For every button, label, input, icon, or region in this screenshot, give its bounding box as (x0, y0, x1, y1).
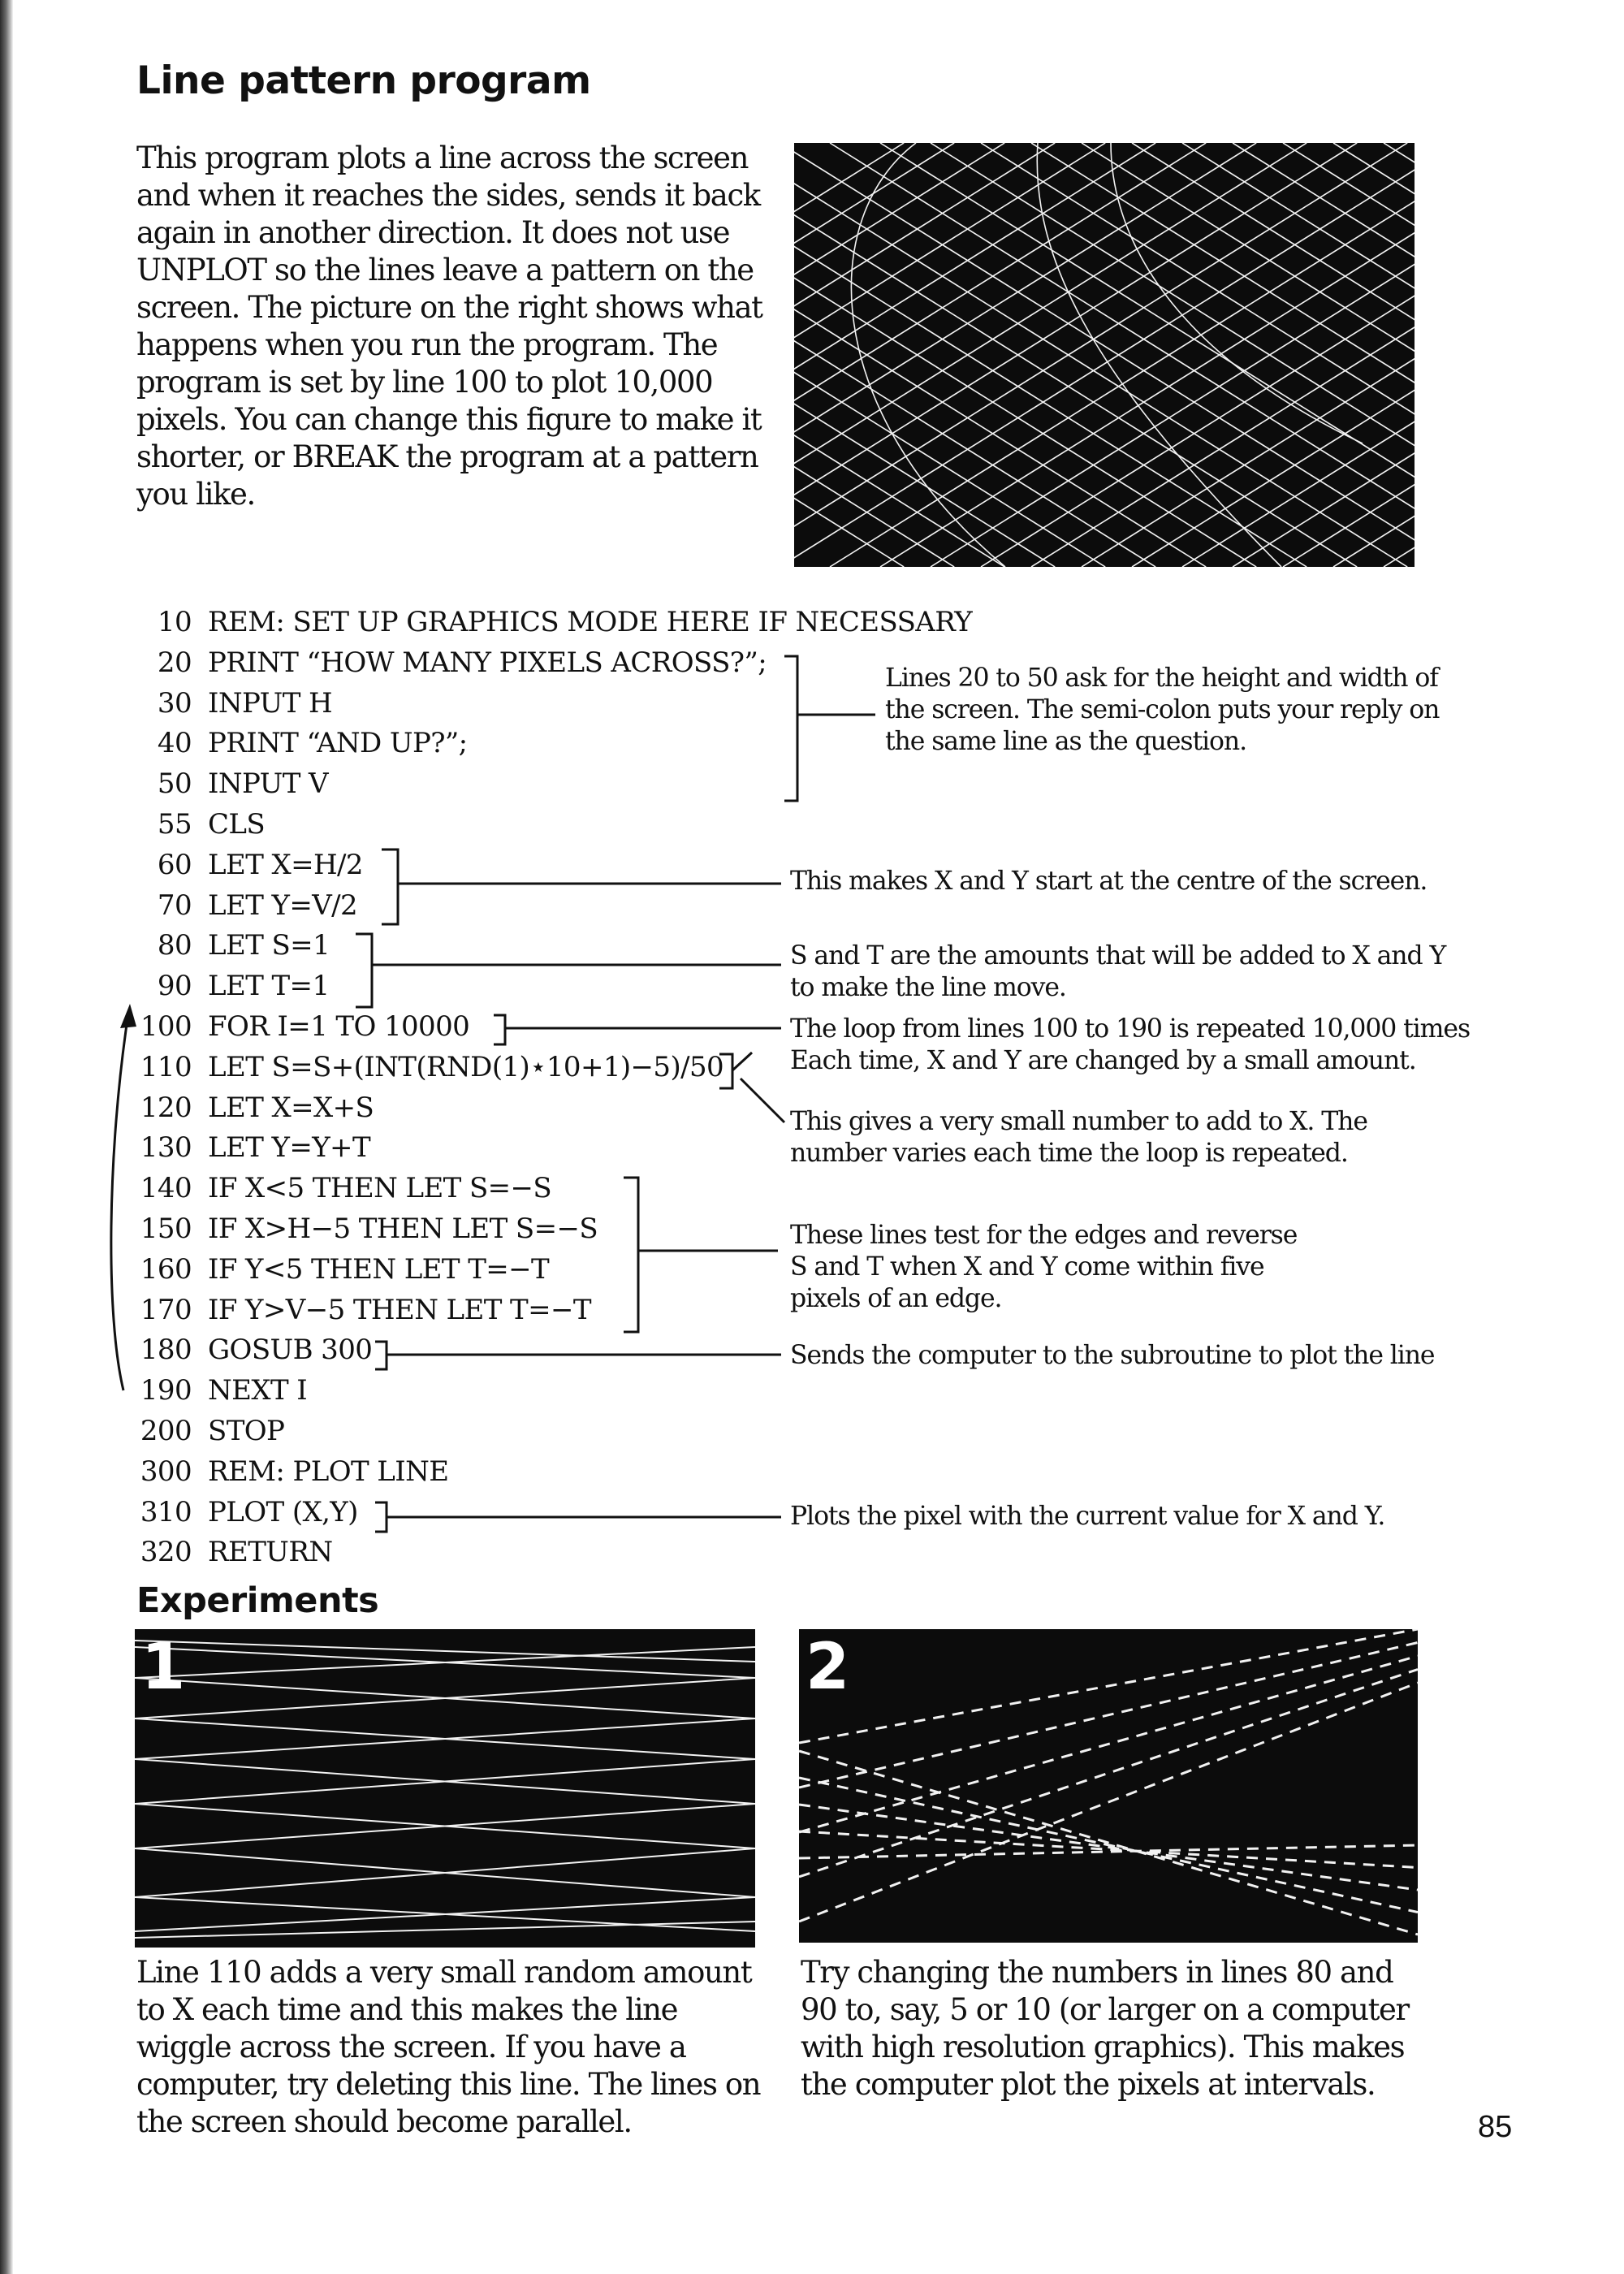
page-number: 85 (1478, 2110, 1513, 2144)
line-number: 60 (157, 848, 192, 881)
intro-paragraph: This program plots a line across the screen and when it reaches the sides, sends it back again in another direction. It does not use UNPLOT so the lines leave a pattern on the screen. The picture on the right shows what happens when you run the program. The program is set by line 100 to plot 10,000 pixels. You can change this figure to make it shorter, or BREAK the program at a pattern you like. (136, 141, 762, 512)
code-line (136, 1169, 972, 1209)
annotation-plot: Plots the pixel with the current value for X and Y. (790, 1502, 1385, 1531)
code-line (136, 1412, 972, 1452)
annotation-centre: This makes X and Y start at the centre of the screen. (790, 867, 1427, 896)
code-line (136, 724, 972, 764)
code-line (136, 684, 972, 724)
annotation-lines-20-50: Lines 20 to 50 ask for the height and width of the screen. The semi-colon puts your reply on the same line as the question. (885, 664, 1440, 756)
code-text: IF X<5 THEN LET S=−S (208, 1172, 552, 1205)
loop-arrowhead (120, 1004, 136, 1028)
annotation-small-number: This gives a very small number to add to X. The number varies each time the loop is repeated. (790, 1107, 1367, 1168)
line-number: 160 (140, 1252, 192, 1286)
line-number: 170 (140, 1293, 192, 1326)
annotation-edges: These lines test for the edges and reverse S and T when X and Y come within five pixels of an edge. (790, 1221, 1298, 1313)
code-text: IF Y<5 THEN LET T=−T (208, 1252, 550, 1286)
experiments-heading: Experiments (136, 1580, 379, 1621)
line-number: 200 (140, 1414, 192, 1447)
line-number: 180 (140, 1334, 192, 1367)
line-number: 40 (157, 727, 192, 760)
code-line (136, 1533, 972, 1573)
annotation-gosub: Sends the computer to the subroutine to plot the line (790, 1341, 1435, 1370)
code-text: IF Y>V−5 THEN LET T=−T (208, 1293, 591, 1326)
code-text: NEXT I (208, 1374, 308, 1407)
screen-pattern (135, 1629, 755, 1948)
line-number: 80 (157, 929, 192, 962)
line-number: 110 (140, 1050, 192, 1083)
line-number: 20 (157, 646, 192, 679)
line-number: 10 (157, 606, 192, 638)
code-line (136, 764, 972, 805)
experiment-1-caption: Line 110 adds a very small random amount to X each time and this makes the line wiggle across the screen. If you have a computer, try deleting this line. The lines on the screen should become parallel. (136, 1955, 761, 2139)
line-number: 140 (140, 1172, 192, 1205)
line-number: 310 (140, 1495, 192, 1528)
code-text: REM: SET UP GRAPHICS MODE HERE IF NECESSARY (208, 606, 973, 638)
code-text: LET X=X+S (208, 1091, 374, 1124)
code-text: CLS (208, 807, 266, 841)
code-text: LET S=1 (208, 929, 330, 962)
code-text: INPUT H (208, 686, 333, 720)
experiment-2-badge: 2 (806, 1631, 850, 1704)
code-text: STOP (208, 1414, 285, 1447)
line-number: 70 (157, 888, 192, 922)
annotation-loop: The loop from lines 100 to 190 is repeated 10,000 times Each time, X and Y are changed by a small amount. (790, 1014, 1471, 1075)
loop-arrow (111, 1014, 128, 1390)
line-number: 100 (140, 1009, 192, 1043)
line-number: 190 (140, 1374, 192, 1407)
screen-pattern (794, 143, 1415, 567)
code-text: LET T=1 (208, 970, 330, 1003)
experiment-1-badge: 1 (141, 1631, 186, 1704)
screen-pattern (799, 1629, 1418, 1943)
code-line (136, 603, 972, 643)
line-number: 130 (140, 1131, 192, 1165)
line-number: 55 (157, 807, 192, 841)
code-text: LET X=H/2 (208, 848, 363, 881)
code-text: PLOT (X,Y) (208, 1495, 358, 1528)
code-line (136, 1452, 972, 1493)
line-number: 150 (140, 1212, 192, 1245)
code-text: LET Y=Y+T (208, 1131, 371, 1165)
code-text: PRINT “AND UP?”; (208, 727, 468, 760)
code-text: PRINT “HOW MANY PIXELS ACROSS?”; (208, 646, 767, 679)
code-line (136, 643, 972, 684)
code-text: IF X>H−5 THEN LET S=−S (208, 1212, 598, 1245)
code-text: LET Y=V/2 (208, 888, 358, 922)
code-text: FOR I=1 TO 10000 (208, 1009, 470, 1043)
experiment-1-screen-image (135, 1629, 755, 1948)
code-text: GOSUB 300 (208, 1334, 373, 1367)
line-number: 50 (157, 767, 192, 801)
code-line (136, 1371, 972, 1412)
line-number: 300 (140, 1455, 192, 1488)
code-line (136, 805, 972, 845)
book-spine-shadow (0, 0, 13, 2274)
code-text: REM: PLOT LINE (208, 1455, 449, 1488)
experiment-2-caption: Try changing the numbers in lines 80 and 90 to, say, 5 or 10 (or larger on a computer with high resolution graphics). This makes the computer plot the pixels at intervals. (801, 1955, 1409, 2102)
pattern-screen-image (794, 143, 1415, 567)
annotation-s-and-t: S and T are the amounts that will be added to X and Y to make the line move. (790, 941, 1446, 1002)
code-text: INPUT V (208, 767, 328, 801)
line-number: 90 (157, 970, 192, 1003)
program-listing (136, 603, 972, 1573)
line-number: 30 (157, 686, 192, 720)
line-number: 320 (140, 1536, 192, 1569)
experiment-2-screen-image (799, 1629, 1418, 1943)
code-text: LET S=S+(INT(RND(1)⋆10+1)−5)/50 (208, 1050, 724, 1083)
page-title: Line pattern program (136, 58, 591, 103)
code-text: RETURN (208, 1536, 333, 1569)
line-number: 120 (140, 1091, 192, 1124)
